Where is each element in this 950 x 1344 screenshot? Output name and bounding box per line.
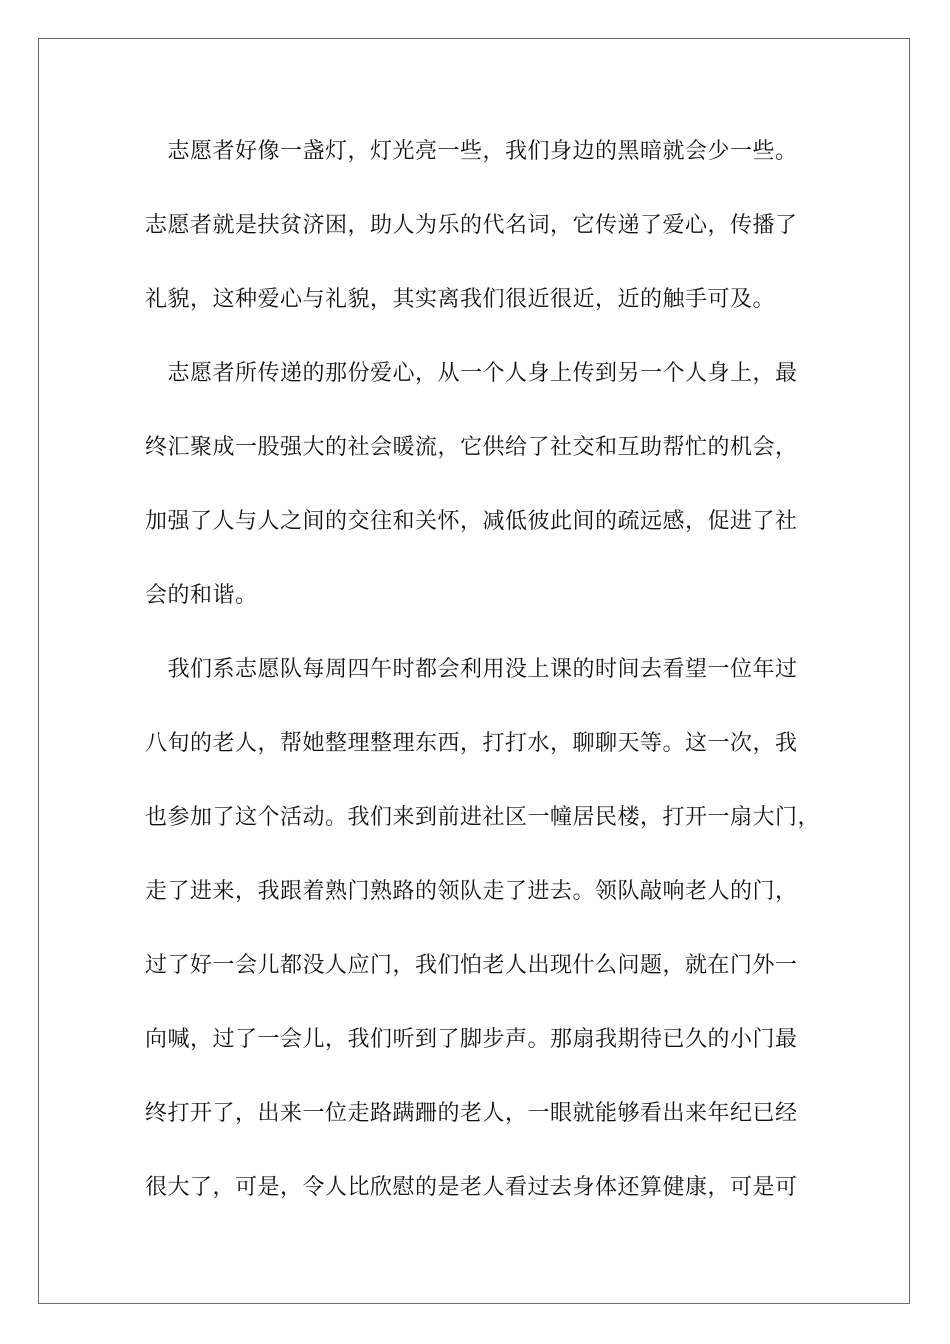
paragraph-line: 向喊，过了一会儿，我们听到了脚步声。那扇我期待已久的小门最 bbox=[145, 1027, 798, 1052]
paragraph-line: 志愿者所传递的那份爱心，从一个人身上传到另一个人身上，最 bbox=[145, 361, 798, 386]
paragraph-line: 终打开了，出来一位走路蹒跚的老人，一眼就能够看出来年纪已经 bbox=[145, 1101, 798, 1126]
paragraph-line: 很大了，可是，令人比欣慰的是老人看过去身体还算健康，可是可 bbox=[145, 1175, 798, 1200]
paragraph-line: 我们系志愿队每周四午时都会利用没上课的时间去看望一位年过 bbox=[145, 657, 798, 682]
paragraph-line: 志愿者好像一盏灯，灯光亮一些，我们身边的黑暗就会少一些。 bbox=[145, 139, 798, 164]
paragraph-line: 终汇聚成一股强大的社会暖流，它供给了社交和互助帮忙的机会， bbox=[145, 435, 798, 460]
paragraph-line: 走了进来，我跟着熟门熟路的领队走了进去。领队敲响老人的门， bbox=[145, 879, 798, 904]
paragraph-line: 过了好一会儿都没人应门，我们怕老人出现什么问题，就在门外一 bbox=[145, 953, 798, 978]
paragraph-line: 八旬的老人，帮她整理整理东西，打打水，聊聊天等。这一次，我 bbox=[145, 731, 798, 756]
paragraph-line: 加强了人与人之间的交往和关怀，减低彼此间的疏远感，促进了社 bbox=[145, 509, 798, 534]
paragraph-line: 志愿者就是扶贫济困，助人为乐的代名词，它传递了爱心，传播了 bbox=[145, 213, 798, 238]
paragraph-line: 也参加了这个活动。我们来到前进社区一幢居民楼，打开一扇大门， bbox=[145, 805, 821, 830]
paragraph-line: 会的和谐。 bbox=[145, 583, 258, 608]
paragraph-line: 礼貌，这种爱心与礼貌，其实离我们很近很近，近的触手可及。 bbox=[145, 287, 776, 312]
